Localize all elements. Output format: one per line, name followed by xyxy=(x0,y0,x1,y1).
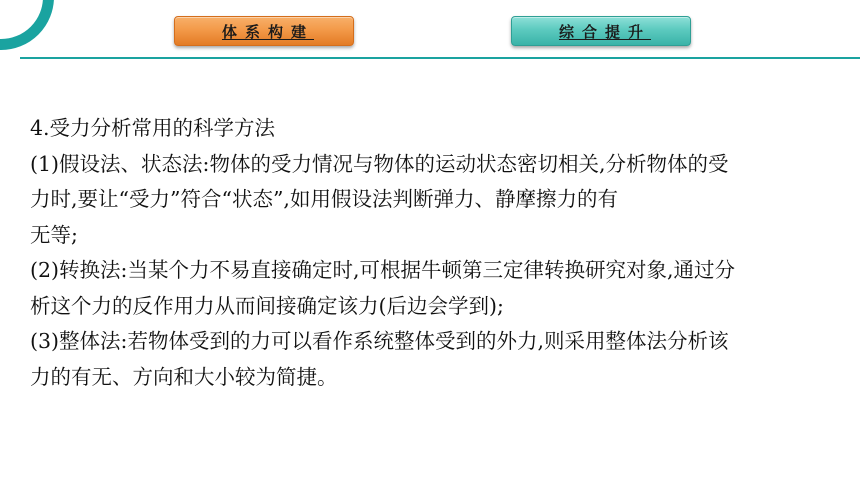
content-line: (2)转换法:当某个力不易直接确定时,可根据牛顿第三定律转换研究对象,通过分 xyxy=(30,258,735,282)
header-divider xyxy=(20,57,860,59)
nav-button-comprehensive-improve[interactable] xyxy=(511,16,691,46)
content-line: 析这个力的反作用力从而间接确定该力(后边会学到); xyxy=(30,293,504,318)
nav-button-system-build-label: 体系构建 xyxy=(221,22,314,41)
content-heading: 4.受力分析常用的科学方法 xyxy=(30,116,276,140)
content-line: 无等; xyxy=(30,222,78,247)
content-line: 力的有无、方向和大小较为简捷。 xyxy=(30,364,338,389)
content-line: (1)假设法、状态法:物体的受力情况与物体的运动状态密切相关,分析物体的受 xyxy=(30,151,729,176)
content-line: 力时,要让“受力”符合“状态”,如用假设法判断弹力、静摩擦力的有 xyxy=(30,187,618,211)
corner-ring-decoration xyxy=(0,0,54,50)
content-line: (3)整体法:若物体受到的力可以看作系统整体受到的外力,则采用整体法分析该 xyxy=(30,329,729,353)
content-body xyxy=(30,111,830,395)
nav-button-system-build[interactable] xyxy=(174,16,354,46)
nav-button-comprehensive-improve-label: 综合提升 xyxy=(558,22,651,41)
